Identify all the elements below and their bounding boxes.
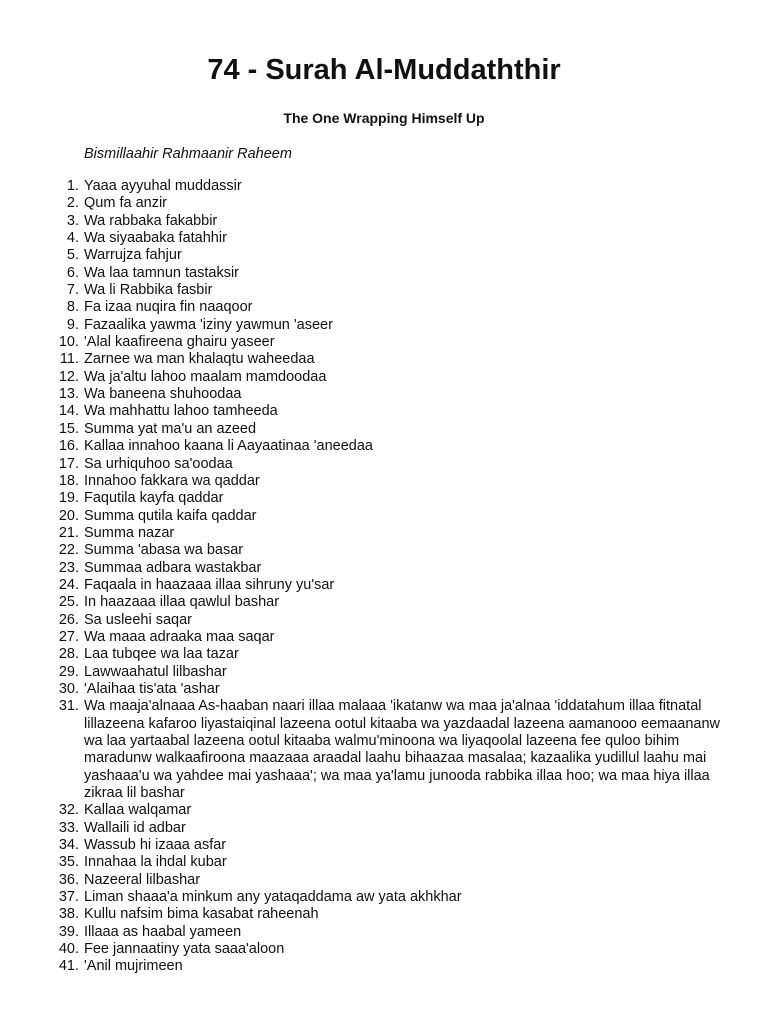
verse-item xyxy=(0,889,768,906)
verse-number: 13. xyxy=(58,386,79,403)
verse-item xyxy=(0,612,768,629)
verse-item xyxy=(0,854,768,871)
verse-item xyxy=(0,213,768,230)
verse-text: Wa li Rabbika fasbir xyxy=(84,282,213,299)
verse-number: 16. xyxy=(58,438,79,455)
verse-text: Wa baneena shuhoodaa xyxy=(84,386,242,403)
verse-item xyxy=(0,247,768,264)
verse-text: Wa ja'altu lahoo maalam mamdoodaa xyxy=(84,368,327,385)
page-subtitle: The One Wrapping Himself Up xyxy=(283,110,485,126)
verse-number: 3. xyxy=(66,212,79,229)
verse-item xyxy=(0,473,768,490)
verse-text: In haazaaa illaa qawlul bashar xyxy=(84,594,280,611)
verse-item xyxy=(0,438,768,455)
verse-item xyxy=(0,421,768,438)
verse-number: 25. xyxy=(58,594,79,611)
verse-text: Sa usleehi saqar xyxy=(84,611,193,628)
verse-number: 31. xyxy=(58,698,79,715)
verse-number: 14. xyxy=(58,403,79,420)
verse-number: 19. xyxy=(58,490,79,507)
verse-text: Zarnee wa man khalaqtu waheedaa xyxy=(84,351,315,368)
verse-number: 6. xyxy=(66,264,79,281)
verse-text: Fa izaa nuqira fin naaqoor xyxy=(84,299,253,316)
verse-text: Faqaala in haazaaa illaa sihruny yu'sar xyxy=(84,576,335,593)
verse-number: 23. xyxy=(58,559,79,576)
verse-text: Kallaa innahoo kaana li Aayaatinaa 'aneedaa xyxy=(84,438,373,455)
page-title: 74 - Surah Al-Muddaththir xyxy=(207,54,561,86)
verse-number: 2. xyxy=(66,195,79,212)
verse-number: 17. xyxy=(58,455,79,472)
verse-item xyxy=(0,681,768,698)
verse-item xyxy=(0,837,768,854)
verse-number: 22. xyxy=(58,542,79,559)
verse-number: 9. xyxy=(66,316,79,333)
verse-number: 15. xyxy=(58,420,79,437)
verse-text: Wa maaa adraaka maa saqar xyxy=(84,628,275,645)
verse-number: 29. xyxy=(58,663,79,680)
verse-number: 7. xyxy=(66,282,79,299)
verse-text: Summa 'abasa wa basar xyxy=(84,542,244,559)
verse-text: Liman shaaa'a minkum any yataqaddama aw yata akhkhar xyxy=(84,889,462,906)
verse-text: Wa mahhattu lahoo tamheeda xyxy=(84,403,278,420)
verse-text: Laa tubqee wa laa tazar xyxy=(84,646,239,663)
verse-text: Faqutila kayfa qaddar xyxy=(84,490,224,507)
verse-text: Kullu nafsim bima kasabat raheenah xyxy=(84,906,319,923)
verse-item xyxy=(0,195,768,212)
verse-item xyxy=(0,906,768,923)
verse-text: Fazaalika yawma 'iziny yawmun 'aseer xyxy=(84,316,333,333)
verse-number: 40. xyxy=(58,941,79,958)
verse-number: 10. xyxy=(58,334,79,351)
verse-item xyxy=(0,594,768,611)
verse-text: Wa siyaabaka fatahhir xyxy=(84,230,227,247)
verse-list xyxy=(0,178,768,976)
verse-item xyxy=(0,456,768,473)
verse-text: Fee jannaatiny yata saaa'aloon xyxy=(84,941,285,958)
bismillah-line: Bismillaahir Rahmaanir Raheem xyxy=(84,146,292,162)
verse-text: Qum fa anzir xyxy=(84,195,167,212)
verse-item xyxy=(0,317,768,334)
verse-number: 24. xyxy=(58,576,79,593)
verse-text: Lawwaahatul lilbashar xyxy=(84,663,227,680)
verse-item xyxy=(0,334,768,351)
verse-number: 11. xyxy=(59,351,79,368)
verse-number: 27. xyxy=(58,628,79,645)
verse-item xyxy=(0,508,768,525)
verse-number: 1. xyxy=(66,178,79,194)
verse-item xyxy=(0,941,768,958)
verse-text: 'Alaihaa tis'ata 'ashar xyxy=(84,680,220,697)
verse-item xyxy=(0,664,768,681)
verse-number: 5. xyxy=(66,247,79,264)
verse-number: 37. xyxy=(58,889,79,906)
verse-text: Wallaili id adbar xyxy=(84,819,186,836)
verse-text: Warrujza fahjur xyxy=(84,247,182,264)
verse-number: 32. xyxy=(58,802,79,819)
verse-item xyxy=(0,369,768,386)
verse-text: Nazeeral lilbashar xyxy=(84,871,201,888)
verse-text: Innahaa la ihdal kubar xyxy=(84,854,227,871)
verse-text: Kallaa walqamar xyxy=(84,802,192,819)
verse-number: 34. xyxy=(58,837,79,854)
verse-text: Summa yat ma'u an azeed xyxy=(84,420,257,437)
verse-text: 'Anil mujrimeen xyxy=(84,958,183,975)
verse-text: Wa laa tamnun tastaksir xyxy=(84,264,239,281)
verse-item xyxy=(0,490,768,507)
verse-text: Summaa adbara wastakbar xyxy=(84,559,262,576)
verse-item xyxy=(0,872,768,889)
verse-item xyxy=(0,178,768,195)
verse-number: 33. xyxy=(58,819,79,836)
verse-item xyxy=(0,542,768,559)
verse-number: 26. xyxy=(58,611,79,628)
verse-number: 38. xyxy=(58,906,79,923)
verse-number: 39. xyxy=(58,923,79,940)
verse-item xyxy=(0,299,768,316)
verse-item xyxy=(0,958,768,975)
verse-item xyxy=(0,698,768,802)
verse-item xyxy=(0,577,768,594)
verse-number: 12. xyxy=(58,368,79,385)
verse-item xyxy=(0,802,768,819)
verse-text: 'Alal kaafireena ghairu yaseer xyxy=(84,334,275,351)
verse-text: Summa qutila kaifa qaddar xyxy=(84,507,257,524)
verse-number: 21. xyxy=(58,524,79,541)
verse-text: Summa nazar xyxy=(84,524,175,541)
verse-number: 18. xyxy=(58,472,79,489)
verse-item xyxy=(0,265,768,282)
verse-number: 8. xyxy=(66,299,79,316)
verse-item xyxy=(0,282,768,299)
verse-text: Sa urhiquhoo sa'oodaa xyxy=(84,455,233,472)
verse-text: Yaaa ayyuhal muddassir xyxy=(84,178,242,194)
verse-item xyxy=(0,820,768,837)
verse-item xyxy=(0,230,768,247)
verse-item xyxy=(0,646,768,663)
verse-item xyxy=(0,525,768,542)
verse-text: Innahoo fakkara wa qaddar xyxy=(84,472,260,489)
verse-text: Wa rabbaka fakabbir xyxy=(84,212,218,229)
verse-item xyxy=(0,629,768,646)
verse-number: 20. xyxy=(58,507,79,524)
verse-number: 30. xyxy=(58,680,79,697)
verse-number: 35. xyxy=(58,854,79,871)
verse-item xyxy=(0,386,768,403)
verse-item xyxy=(0,403,768,420)
verse-text: Wa maaja'alnaaa As-haaban naari illaa malaaa 'ikatanw wa maa ja'alnaa 'iddatahum illaa fitnatal lillazeena kafaroo liyastaiqinal lazeena ootul kitaaba wa yazdaadal lazeena aamanooo eemaananw wa laa yartaabal lazeena ootul kitaaba walmu'minoona wa liyaqoolal lazeena fee quloo bihim maradunw walkaafiroona maazaaa araadal laahu bihaazaa masalaa; kazaalika yudillul laahu mai yashaaa'u wa yahdee mai yashaaa'; wa maa ya'lamu junooda rabbika illaa hoo; wa maa hiya illaa zikraa lil bashar xyxy=(84,698,721,802)
verse-text: Illaaa as haabal yameen xyxy=(84,923,242,940)
verse-item xyxy=(0,351,768,368)
verse-item xyxy=(0,924,768,941)
verse-number: 36. xyxy=(58,871,79,888)
verse-text: Wassub hi izaaa asfar xyxy=(84,837,227,854)
verse-item xyxy=(0,560,768,577)
verse-number: 4. xyxy=(66,230,79,247)
verse-number: 28. xyxy=(58,646,79,663)
verse-number: 41. xyxy=(58,958,79,975)
